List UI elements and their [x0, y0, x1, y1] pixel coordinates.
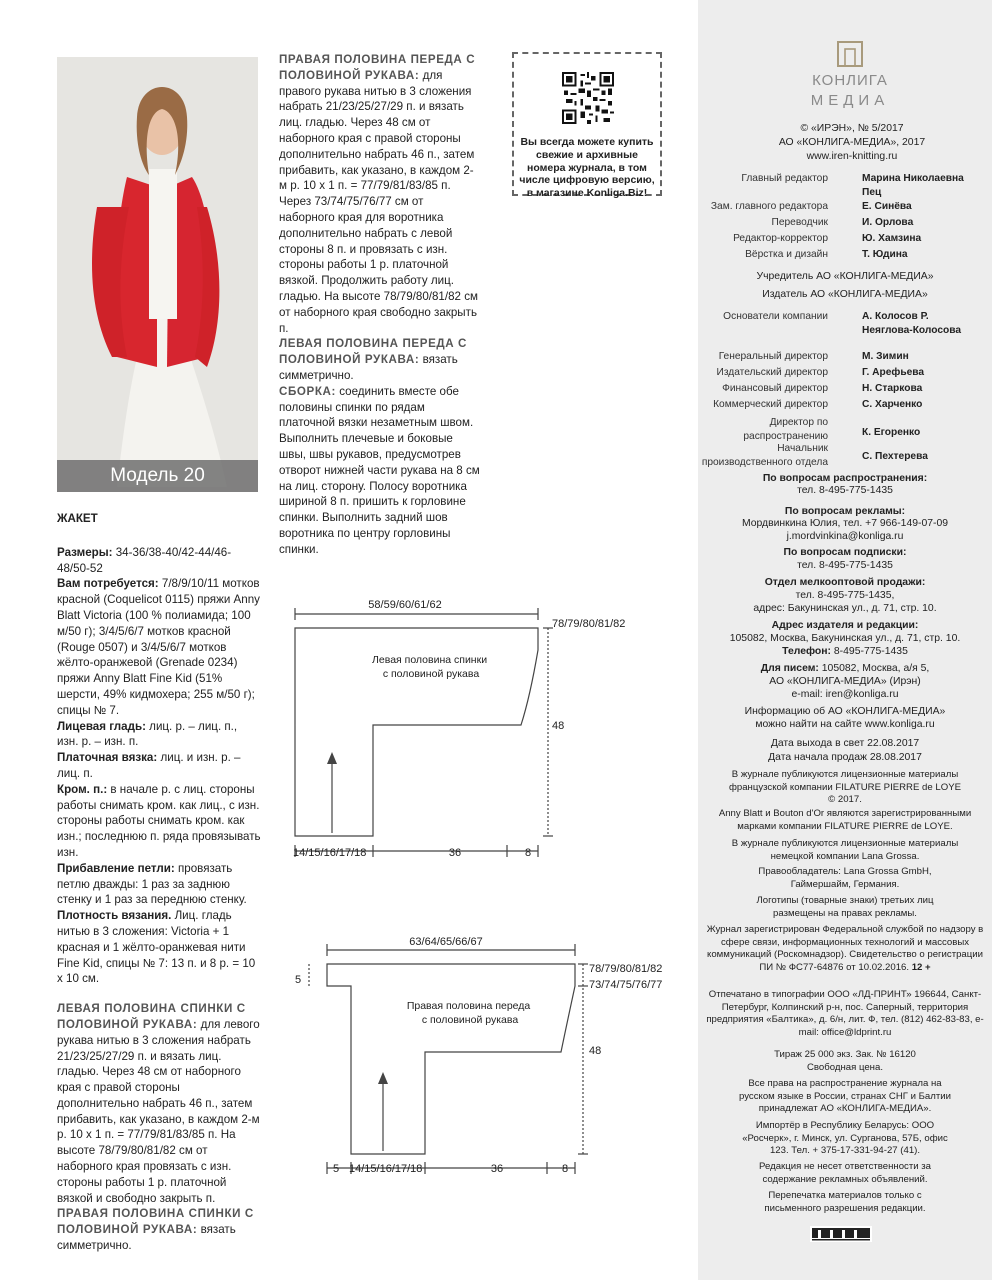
d1-title	[372, 654, 490, 680]
pattern-column-2	[279, 52, 481, 558]
grain-arrow-icon	[378, 1072, 388, 1084]
left-front-paragraph	[279, 336, 481, 383]
license-1: В журнале публикуются лицензионные материалы французской компании FILATURE PIERRE de LOYE © 2017.	[728, 769, 961, 806]
age-rating: 12 +	[911, 961, 931, 973]
brands-note: Anny Blatt и Bouton d'Or являются зарегистрированными марками компании FILATURE PIERRE de LOYE.	[718, 808, 972, 832]
credit-value: Е. Синёва	[862, 201, 912, 212]
phone-value: 8-495-775-1435	[833, 646, 908, 657]
credit-label: Издательский директор	[716, 367, 828, 378]
d2-bottom-collar: 5	[333, 1163, 340, 1175]
sale-date: Дата начала продаж 28.08.2017	[768, 752, 922, 763]
right-front-outline	[327, 964, 575, 1154]
masthead-panel	[698, 0, 992, 1280]
increase-paragraph	[57, 861, 261, 908]
model-photo	[57, 57, 258, 492]
company-year: АО «КОНЛИГА-МЕДИА», 2017	[778, 137, 926, 148]
letters-label: Для писем:	[760, 663, 819, 674]
pattern-title: ЖАКЕТ	[57, 512, 98, 525]
credit-value: Т. Юдина	[862, 249, 908, 260]
credit-label: Коммерческий директор	[713, 399, 828, 410]
wholesale-phone: тел. 8-495-775-1435,	[795, 590, 895, 601]
distribution-title: По вопросам распространения:	[762, 473, 928, 484]
qr-promo-text: Вы всегда можете купить свежие и архивные номера журнала, в том числе цифровую версию, в магазине Konliga.Biz!	[519, 136, 655, 200]
d2-height-collar: 73/74/75/76/77	[589, 979, 663, 991]
credit-label: Финансовый директор	[722, 383, 828, 394]
d1-side-height: 48	[552, 720, 565, 732]
credit-value: Г. Арефьева	[862, 367, 925, 378]
credit-label: Генеральный директор	[718, 351, 828, 362]
distribution-phone: тел. 8-495-775-1435	[797, 485, 893, 496]
materials-label: Вам потребуется:	[57, 577, 159, 591]
printing-note: Отпечатано в типографии ООО «ЛД-ПРИНТ» 196644, Санкт-Петербург, Колпинский р-н, пос. Саперный, территория предприятия «Балтика», д. 6/н, лит. Ф, тел. (812) 462-83-83, e-mail: office@ldprint.ru	[706, 989, 984, 1038]
ads-title: По вопросам рекламы:	[784, 506, 906, 517]
d1-top-width: 58/59/60/61/62	[368, 599, 442, 611]
credit-label: Зам. главного редактора	[710, 201, 828, 212]
logos-note: Логотипы (товарные знаки) третьих лиц размещены на правах рекламы.	[756, 895, 934, 919]
letters-company: АО «КОНЛИГА-МЕДИА» (Ирэн)	[769, 676, 921, 687]
d1-title-text: Левая половина спинки	[372, 654, 488, 666]
pattern-column-1	[57, 511, 261, 1254]
phone-line	[704, 645, 986, 659]
d1-bottom-mid: 36	[448, 847, 462, 859]
wholesale-title: Отдел мелкооптовой продажи:	[764, 577, 926, 588]
d2-title-text-line-2: с половиной рукава	[421, 1014, 519, 1026]
address-title: Адрес издателя и редакции:	[771, 620, 919, 631]
management-credits	[698, 310, 992, 470]
stockinette-paragraph	[57, 719, 261, 751]
grain-arrow-icon	[327, 752, 337, 764]
ads-contact: Мордвинкина Юлия, тел. +7 966-149-07-09	[741, 518, 949, 529]
qr-promo-box	[512, 52, 662, 200]
left-front-heading: ЛЕВАЯ ПОЛОВИНА ПЕРЕДА С ПОЛОВИНОЙ РУКАВА:	[279, 337, 468, 367]
release-date: Дата выхода в свет 22.08.2017	[770, 738, 920, 749]
info-line-1: Информацию об АО «КОНЛИГА-МЕДИА»	[744, 706, 946, 717]
site-link[interactable]: www.iren-knitting.ru	[806, 151, 898, 162]
phone-label: Телефон:	[782, 646, 832, 657]
diagram-left-back	[285, 592, 675, 882]
sizes-label: Размеры:	[57, 545, 113, 559]
right-back-heading: ПРАВАЯ ПОЛОВИНА СПИНКИ С ПОЛОВИНОЙ РУКАВА:	[57, 1207, 254, 1237]
d2-left-collar: 5	[295, 974, 302, 986]
increase-value: провязать петлю дважды: 1 раз за заднюю стенку и 1 раз за переднюю стенку.	[57, 861, 247, 907]
printer-logo-icon	[810, 1226, 872, 1242]
konliga-logo-icon	[837, 41, 863, 67]
wholesale-address: адрес: Бакунинская ул., д. 71, стр. 10.	[753, 603, 937, 614]
d1-title-text-line-2: с половиной рукава	[382, 668, 480, 680]
d2-side-height: 48	[589, 1045, 602, 1057]
right-back-paragraph	[57, 1206, 261, 1253]
credit-value: Ю. Хамзина	[862, 233, 922, 244]
founder-line: Учредитель АО «КОНЛИГА-МЕДИА»	[756, 271, 934, 282]
garter-label: Платочная вязка:	[57, 751, 158, 765]
edge-stitch-label: Кром. п.:	[57, 782, 108, 796]
letters-value: 105082, Москва, а/я 5,	[821, 663, 930, 674]
registration-text: Журнал зарегистрирован Федеральной службой по надзору в сфере связи, информационных технологий и массовых коммуникаций (Роскомнадзор). Свидетельство о регистрации ПИ № ФС77-64876 от 10.02.2016.	[706, 924, 984, 973]
credit-label: Главный редактор	[741, 173, 828, 184]
credit-label: Директор по распространению	[743, 417, 828, 442]
sizes-value: 34-36/38-40/42-44/46-48/50-52	[57, 545, 232, 575]
credit-value: С. Харченко	[862, 399, 923, 410]
credit-label: Вёрстка и дизайн	[745, 249, 828, 260]
d2-bottom-right: 8	[561, 1163, 569, 1175]
assembly-paragraph	[279, 384, 481, 558]
publisher-line: Издатель АО «КОНЛИГА-МЕДИА»	[762, 289, 928, 300]
registration-note	[704, 924, 986, 974]
left-back-paragraph	[57, 1001, 261, 1206]
right-front-paragraph	[279, 52, 481, 336]
info-line-2: можно найти на сайте www.konliga.ru	[755, 719, 935, 730]
credit-value: И. Орлова	[862, 217, 914, 228]
importer-note: Импортёр в Республику Беларусь: ООО «Росчерк», г. Минск, ул. Сурганова, 57Б, офис 123. Тел. + 375-17-331-94-27 (41).	[742, 1120, 948, 1157]
right-front-value: для правого рукава нитью в 3 сложения набрать 21/23/25/27/29 п. и вязать лиц. гладью. Через 48 см от наборного края с правой стороны дополнительно набрать 46 п., затем прибавить, как указано, в каждом 2-м р. 10 х 1 п. = 77/79/81/83/85 п. Через 73/74/75/76/77 см от наборного края для воротника дополнительно набрать с левой стороны 8 п. и провязать с изн. стороны работы 1 р. платочной вязкой. Продолжить работу лиц. гладью. На высоте 78/79/80/81/82 см от наборного края свободно закрыть п.	[279, 68, 478, 335]
logo-line-2: МЕДИА	[810, 92, 890, 109]
materials-value: 7/8/9/10/11 мотков красной (Coquelicot 0115) пряжи Anny Blatt Victoria (100 % полиамида; 100 м/50 г); 3/4/5/6/7 мотков красной (Rouge 0507) и 3/4/5/6/7 мотков жёлто-оранжевой (Grenade 0234) пряжи Anny Blatt Fine Kid (51% шерсти, 49% кидмохера; 255 м/50 г); спицы № 7.	[57, 577, 260, 717]
reprint-note: Перепечатка материалов только с письменного разрешения редакции.	[764, 1190, 926, 1214]
d2-title	[407, 1000, 533, 1026]
letters-email[interactable]: e-mail: iren@konliga.ru	[791, 689, 899, 700]
credit-value: К. Егоренко	[862, 427, 921, 438]
subscription-phone: тел. 8-495-775-1435	[797, 560, 893, 571]
circulation: Тираж 25 000 экз. Зак. № 16120	[774, 1049, 916, 1060]
left-back-heading: ЛЕВАЯ ПОЛОВИНА СПИНКИ С ПОЛОВИНОЙ РУКАВА:	[57, 1002, 246, 1031]
left-back-value: для левого рукава нитью в 3 сложения набрать 21/23/25/27/29 п. и вязать лиц. гладью. Через 48 см от наборного края с правой стороны дополнительно набрать 46 п., затем прибавить, как указано, в каждом 2-м р. 10 х 1 п. = 77/79/81/83/85 п. На высоте 78/79/80/81/82 см от наборного края провязать с изн. стороны работы 1 р. платочной вязкой и свободно закрыть п.	[57, 1017, 260, 1205]
price-note: Свободная цена.	[807, 1062, 883, 1073]
stockinette-value: лиц. р. – лиц. п., изн. р. – изн. п.	[57, 719, 238, 749]
credit-label: Основатели компании	[723, 311, 828, 322]
credit-value: А. Колосов Р. Неяглова-Колосова	[862, 311, 961, 336]
assembly-value: соединить вместе обе половины спинки по рядам платочной вязки незаметным швом. Выполнить плечевые и боковые швы, швы рукавов, предусмотрев отворот нижней части рукава на 8 см на лиц. сторону. Полосу воротника шириной 8 п. пришить к горловине спинки. Выполнить задний шов воротника по центру горловины спинки.	[279, 384, 480, 556]
distribution-rights: Все права на распространение журнала на русском языке в России, странах СНГ и Балтии принадлежат АО «КОНЛИГА-МЕДИА».	[739, 1078, 951, 1115]
ads-responsibility: Редакция не несет ответственности за содержание рекламных объявлений.	[759, 1161, 931, 1185]
d2-bottom-mid: 36	[490, 1163, 504, 1175]
right-back-value: вязать симметрично.	[57, 1223, 236, 1253]
d2-bottom-left: 14/15/16/17/18	[349, 1163, 423, 1175]
assembly-heading: СБОРКА:	[279, 384, 336, 398]
garter-paragraph	[57, 750, 261, 782]
credit-label: Редактор-корректор	[733, 233, 828, 244]
d2-title-text: Правая половина переда	[406, 1000, 531, 1012]
ads-email[interactable]: j.mordvinkina@konliga.ru	[786, 531, 904, 542]
issue-line: © «ИРЭН», № 5/2017	[800, 123, 904, 134]
credit-value: Н. Старкова	[862, 383, 923, 394]
gauge-paragraph	[57, 908, 261, 987]
left-front-value: вязать симметрично.	[279, 353, 458, 382]
credit-value: С. Пехтерева	[862, 451, 928, 462]
credit-label: Переводчик	[771, 217, 828, 228]
gauge-label: Плотность вязания.	[57, 909, 172, 923]
subscription-title: По вопросам подписки:	[783, 547, 907, 558]
logo-line-1: КОНЛИГА	[812, 72, 888, 89]
credit-label: Начальник производственного отдела	[701, 443, 828, 468]
letters-line	[704, 662, 986, 676]
license-2: В журнале публикуются лицензионные материалы немецкой компании Lana Grossa.	[731, 838, 959, 862]
gauge-value: Лиц. гладь нитью в 3 сложения: Victoria + 1 красная и 1 жёлто-оранжевая нити Fine Kid, спицы № 7: 13 п. и 8 р. = 10 х 10 см.	[57, 909, 256, 986]
credit-value: Марина Николаевна Пец	[862, 173, 964, 198]
rights-owner: Правообладатель: Lana Grossa GmbH, Гаймершайм, Германия.	[758, 866, 932, 890]
garter-value: лиц. и изн. р. – лиц. п.	[57, 751, 241, 780]
editorial-credits	[698, 172, 992, 267]
edge-stitch-paragraph	[57, 782, 261, 861]
sizes-paragraph	[57, 545, 261, 577]
d2-top-width: 63/64/65/66/67	[409, 936, 483, 948]
model-label: Модель 20	[57, 460, 258, 492]
address-value: 105082, Москва, Бакунинская ул., д. 71, стр. 10.	[729, 633, 961, 644]
materials-paragraph	[57, 576, 261, 718]
diagram-right-front	[285, 928, 675, 1188]
d1-bottom-left: 14/15/16/17/18	[293, 847, 367, 859]
stockinette-label: Лицевая гладь:	[57, 719, 146, 733]
d1-height-total: 78/79/80/81/82	[552, 618, 626, 630]
right-front-heading: ПРАВАЯ ПОЛОВИНА ПЕРЕДА С ПОЛОВИНОЙ РУКАВА:	[279, 53, 476, 82]
d1-bottom-right: 8	[524, 847, 532, 859]
model-illustration	[57, 57, 258, 492]
edge-stitch-value: в начале р. с лиц. стороны работы снимать кром. как лиц., с изн. стороны работы снимать кром. как изн.; последнюю п. ряда провязывать изн.	[57, 782, 261, 859]
d2-height-total: 78/79/80/81/82	[589, 963, 663, 975]
credit-value: М. Зимин	[862, 351, 909, 362]
increase-label: Прибавление петли:	[57, 861, 175, 875]
qr-code-icon[interactable]	[562, 72, 614, 124]
